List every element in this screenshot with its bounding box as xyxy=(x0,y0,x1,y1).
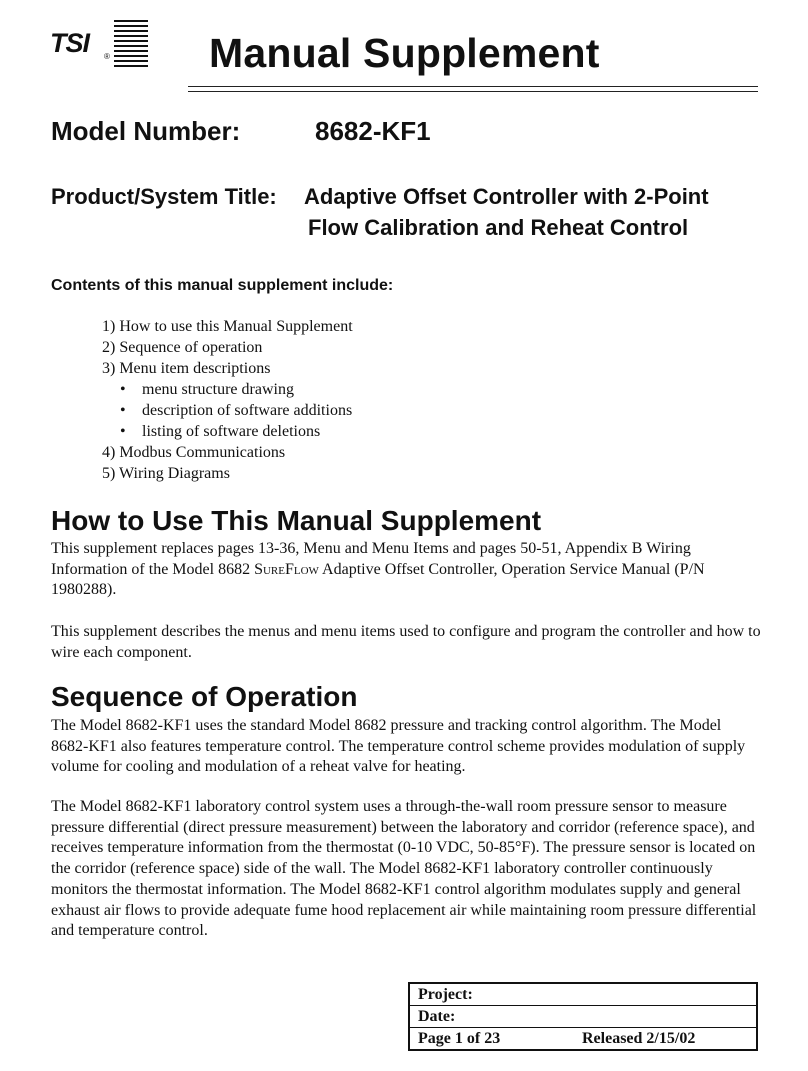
page-number: Page 1 of 23 xyxy=(418,1030,501,1047)
header-rule-bottom xyxy=(188,91,758,92)
contents-heading: Contents of this manual supplement include: xyxy=(51,277,394,294)
sureflow-brand: SureFlow xyxy=(254,560,319,578)
sequence-heading: Sequence of Operation xyxy=(51,681,358,712)
product-title-line2: Flow Calibration and Reheat Control xyxy=(308,215,689,240)
contents-subitem: • menu structure drawing xyxy=(120,381,294,398)
contents-list xyxy=(102,316,353,484)
contents-item: 2) Sequence of operation xyxy=(102,339,263,356)
logo-registered-mark: ® xyxy=(104,52,110,61)
bullet-icon: • xyxy=(120,423,126,440)
contents-item-label: 3) Menu item descriptions xyxy=(102,360,271,377)
contents-item: 5) Wiring Diagrams xyxy=(102,465,230,482)
date-row xyxy=(410,1005,756,1027)
release-date: Released 2/15/02 xyxy=(582,1030,696,1047)
project-row xyxy=(410,984,756,1005)
page-title: Manual Supplement xyxy=(209,30,600,76)
model-number-value: 8682-KF1 xyxy=(315,116,431,146)
how-to-use-heading: How to Use This Manual Supplement xyxy=(51,505,542,536)
model-number xyxy=(51,116,431,147)
sequence-paragraph-2: The Model 8682-KF1 laboratory control system uses a through-the-wall room pressure sensor to measure pressure differential (direct pressure measurement) between the laboratory and corridor (reference space), and receives temperature information from the thermostat (0-10 VDC, 50-85°F). The pressure sensor is located on the corridor (reference space) side of the wall. The Model 8682-KF1 laboratory controller continuously monitors the thermostat information. The Model 8682-KF1 control algorithm modulates supply and general exhaust air flows to provide adequate fume hood replacement air while maintaining room pressure differential and temperature control. xyxy=(51,798,757,940)
logo-stripes xyxy=(114,20,148,74)
page-row xyxy=(410,1027,756,1049)
product-title-line1: Adaptive Offset Controller with 2-Point xyxy=(304,184,709,209)
document-info-box xyxy=(408,982,758,1051)
bullet-icon: • xyxy=(120,402,126,419)
contents-sublist xyxy=(120,379,353,442)
date-label: Date: xyxy=(418,1008,456,1025)
tsi-logo xyxy=(48,20,148,76)
contents-item: 1) How to use this Manual Supplement xyxy=(102,318,353,335)
model-number-label: Model Number: xyxy=(51,116,241,146)
header-rule-top xyxy=(188,86,758,87)
sequence-paragraph-1: The Model 8682-KF1 uses the standard Model 8682 pressure and tracking control algorithm. The Model 8682-KF1 also features temperature control. The temperature control scheme provides modulation of supply volume for cooling and modulation of a reheat valve for heating. xyxy=(51,717,746,776)
product-title-label: Product/System Title: xyxy=(51,184,277,209)
project-label: Project: xyxy=(418,986,473,1003)
how-to-use-paragraph-1: This supplement replaces pages 13-36, Menu and Menu Items and pages 50-51, Appendix B Wiring Information of the Model 8682 SureFlow Adaptive Offset Controller, Operation Service Manual (P/N 1980288). xyxy=(51,540,705,599)
contents-subitem: • description of software additions xyxy=(120,402,353,419)
bullet-icon: • xyxy=(120,381,126,398)
contents-subitem: • listing of software deletions xyxy=(120,423,321,440)
logo-text: TSI xyxy=(50,28,90,58)
contents-item: 4) Modbus Communications xyxy=(102,444,286,461)
contents-item xyxy=(102,358,353,442)
how-to-use-paragraph-2: This supplement describes the menus and menu items used to configure and program the controller and how to wire each component. xyxy=(51,623,761,661)
